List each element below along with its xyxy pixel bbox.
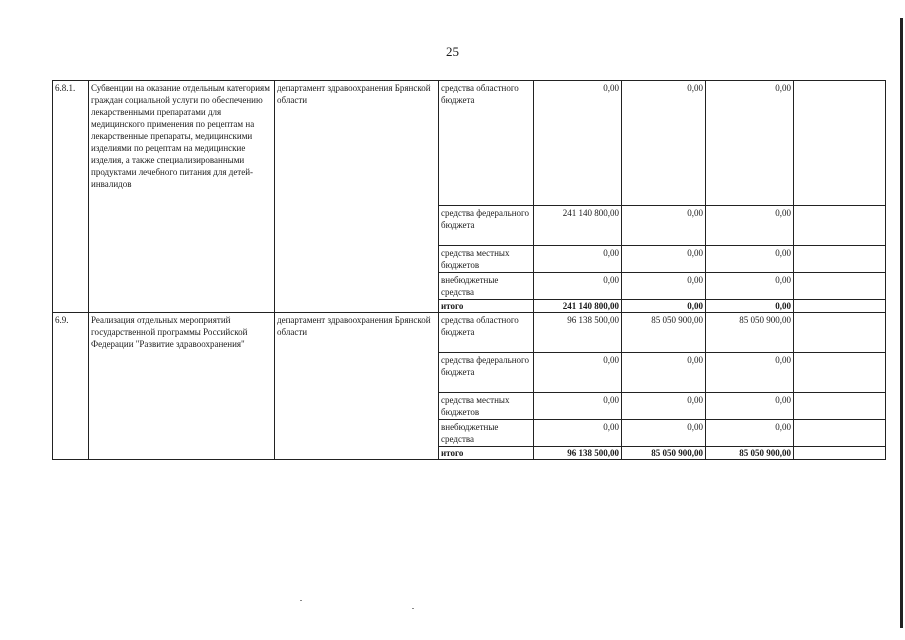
amount-2: 85 050 900,00 [622,447,706,460]
section-index: 6.8.1. [53,81,89,313]
amount-1: 0,00 [534,246,622,273]
section-executor: департамент здравоохранения Брянской области [275,313,439,460]
funding-source: средства местных бюджетов [439,393,534,420]
amount-2: 0,00 [622,393,706,420]
scan-edge-line [900,18,903,628]
amount-1: 0,00 [534,273,622,300]
funding-source: средства областного бюджета [439,81,534,206]
empty-cell [794,313,886,353]
amount-3: 0,00 [706,420,794,447]
amount-2: 0,00 [622,273,706,300]
page-number: 25 [446,44,459,59]
budget-table [52,80,886,460]
funding-source: средства федерального бюджета [439,206,534,246]
scan-speck [300,600,302,601]
amount-2: 0,00 [622,206,706,246]
amount-1: 241 140 800,00 [534,206,622,246]
amount-3: 0,00 [706,273,794,300]
section-description: Субвенции на оказание отдельным категориям граждан социальной услуги по обеспечению лекарственными препаратами для медицинского применения по рецептам на лекарственные препараты, медицинскими изделиями по рецептам на медицинские изделия, а также специализированными продуктами лечебного питания для детей-инвалидов [89,81,275,313]
funding-source: внебюджетные средства [439,420,534,447]
funding-source: средства местных бюджетов [439,246,534,273]
funding-source: средства федерального бюджета [439,353,534,393]
empty-cell [794,246,886,273]
amount-2: 0,00 [622,81,706,206]
empty-cell [794,420,886,447]
amount-3: 0,00 [706,206,794,246]
amount-2: 0,00 [622,246,706,273]
funding-source: итого [439,447,534,460]
amount-2: 0,00 [622,353,706,393]
amount-3: 0,00 [706,246,794,273]
amount-2: 85 050 900,00 [622,313,706,353]
section-index: 6.9. [53,313,89,460]
amount-3: 85 050 900,00 [706,313,794,353]
funding-source: внебюджетные средства [439,273,534,300]
amount-1: 0,00 [534,353,622,393]
amount-3: 0,00 [706,353,794,393]
empty-cell [794,393,886,420]
amount-1: 0,00 [534,420,622,447]
section-description: Реализация отдельных мероприятий государственной программы Российской Федерации "Развитие здравоохранения" [89,313,275,460]
amount-3: 0,00 [706,393,794,420]
amount-1: 0,00 [534,81,622,206]
amount-2: 0,00 [622,420,706,447]
empty-cell [794,81,886,206]
amount-3: 85 050 900,00 [706,447,794,460]
funding-source: итого [439,300,534,313]
table-row [53,313,886,353]
empty-cell [794,300,886,313]
amount-2: 0,00 [622,300,706,313]
funding-source: средства областного бюджета [439,313,534,353]
empty-cell [794,206,886,246]
scan-speck [412,608,414,609]
section-executor: департамент здравоохранения Брянской области [275,81,439,313]
amount-1: 241 140 800,00 [534,300,622,313]
amount-1: 96 138 500,00 [534,313,622,353]
empty-cell [794,447,886,460]
amount-3: 0,00 [706,300,794,313]
table-row [53,81,886,206]
amount-1: 96 138 500,00 [534,447,622,460]
amount-1: 0,00 [534,393,622,420]
empty-cell [794,273,886,300]
amount-3: 0,00 [706,81,794,206]
empty-cell [794,353,886,393]
